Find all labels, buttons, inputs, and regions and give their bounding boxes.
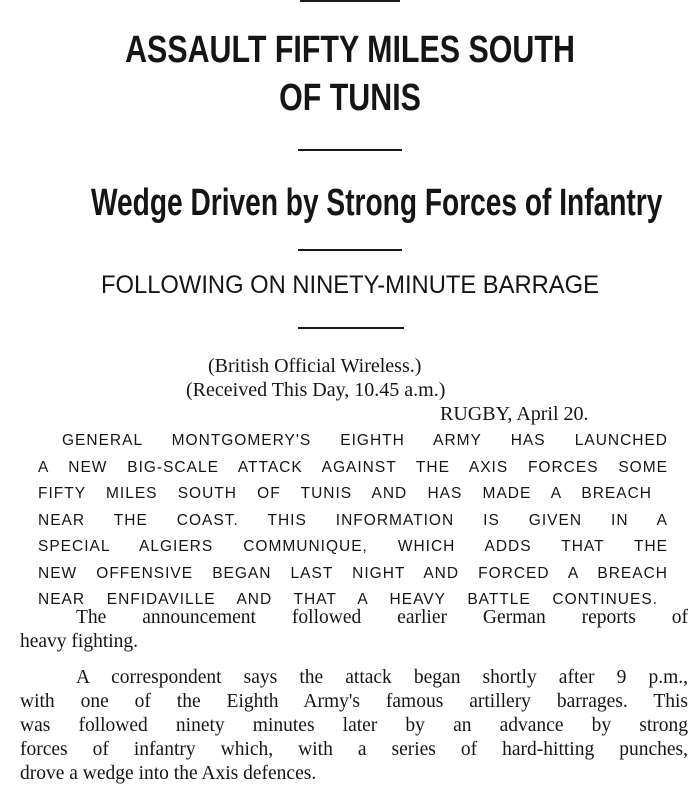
lead-line: NEAR ENFIDAVILLE AND THAT A HEAVY BATTLE CONTINUES. <box>38 591 658 608</box>
lead-line: FIFTY MILES SOUTH OF TUNIS AND HAS MADE A BREACH <box>38 485 652 502</box>
body-paragraph-1 <box>20 606 688 654</box>
tertiary-headline: FOLLOWING ON NINETY-MINUTE BARRAGE <box>101 271 599 299</box>
body-paragraph-2 <box>20 666 688 786</box>
body-line: was followed ninety minutes later by an advance by strong <box>20 715 688 736</box>
lead-line: SPECIAL ALGIERS COMMUNIQUE, WHICH ADDS THAT THE <box>38 538 668 555</box>
dateline: RUGBY, April 20. <box>440 403 589 425</box>
lead-line: NEW OFFENSIVE BEGAN LAST NIGHT AND FORCED A BREACH <box>38 564 668 582</box>
top-rule <box>300 0 400 2</box>
lead-paragraph <box>38 428 668 614</box>
source-line-wireless: (British Official Wireless.) <box>208 355 422 377</box>
main-headline-line2: OF TUNIS <box>279 77 421 119</box>
body-line: heavy fighting. <box>20 631 139 652</box>
sub-headline: Wedge Driven by Strong Forces of Infantry <box>91 182 663 224</box>
rule-after-main-headline <box>298 149 402 151</box>
main-headline-line1: ASSAULT FIFTY MILES SOUTH <box>125 29 575 71</box>
body-line: forces of infantry which, with a series of hard-hitting punches, <box>20 739 688 760</box>
main-headline <box>70 26 630 122</box>
source-line-received: (Received This Day, 10.45 a.m.) <box>186 379 446 401</box>
body-line: drove a wedge into the Axis defences. <box>20 763 317 784</box>
lead-line: A NEW BIG-SCALE ATTACK AGAINST THE AXIS FORCES SOME <box>38 458 668 476</box>
rule-after-sub-headline <box>298 249 402 251</box>
body-line: with one of the Eighth Army's famous artillery barrages. This <box>20 691 688 712</box>
lead-line: NEAR THE COAST. THIS INFORMATION IS GIVEN IN A <box>38 511 668 529</box>
rule-after-tertiary-headline <box>298 327 404 329</box>
body-line: The announcement followed earlier German reports of <box>76 607 688 628</box>
body-line: A correspondent says the attack began shortly after 9 p.m., <box>76 667 688 688</box>
lead-line: GENERAL MONTGOMERY'S EIGHTH ARMY HAS LAUNCHED <box>62 432 668 449</box>
